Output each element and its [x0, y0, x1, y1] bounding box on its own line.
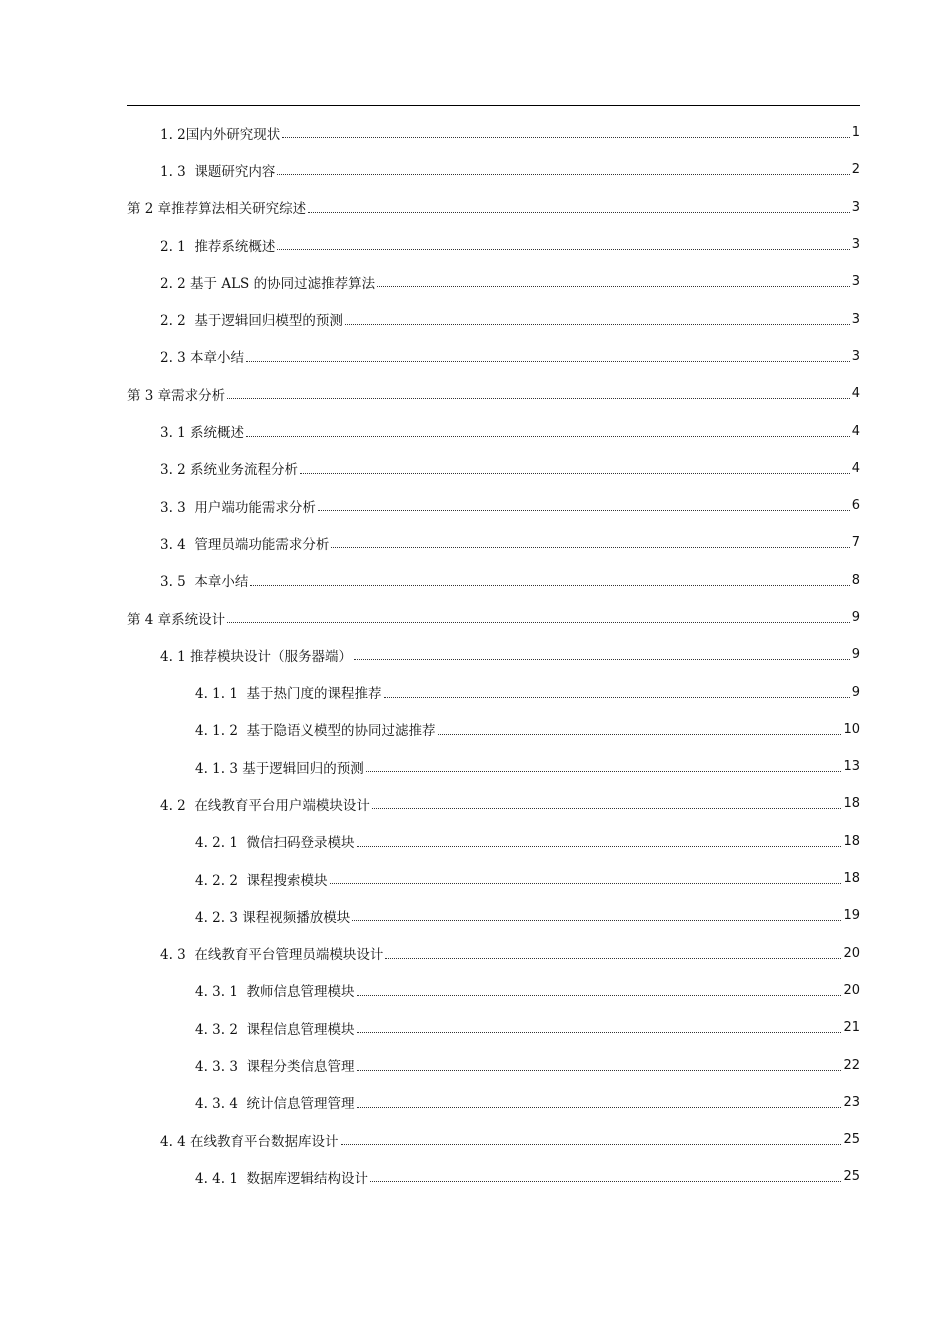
toc-entry-page-number: 6: [851, 498, 860, 514]
toc-entry-title: 4. 3 在线教育平台管理员端模块设计: [160, 947, 384, 964]
toc-entry-title: 2. 1 推荐系统概述: [160, 238, 276, 255]
dot-leader: [246, 361, 850, 362]
toc-entry[interactable]: [0, 897, 950, 934]
dot-leader: [277, 174, 849, 175]
toc-entry-page-number: 22: [843, 1057, 860, 1073]
toc-entry-title: 第 3 章需求分析: [127, 387, 226, 404]
toc-entry-title: 4. 3. 1 教师信息管理模块: [195, 984, 355, 1001]
toc-entry-page-number: 8: [851, 572, 860, 588]
dot-leader: [318, 510, 850, 511]
toc-entry-title: 4. 4 在线教育平台数据库设计: [160, 1133, 339, 1150]
toc-entry-page-number: 3: [851, 199, 860, 215]
toc-entry-page-number: 3: [851, 311, 860, 327]
toc-entry-page-number: 13: [843, 759, 860, 775]
toc-entry-page-number: 3: [851, 348, 860, 364]
dot-leader: [357, 1070, 842, 1071]
dot-leader: [366, 771, 842, 772]
toc-entry-title: 4. 1 推荐模块设计（服务器端）: [160, 648, 353, 665]
toc-entry-page-number: 25: [843, 1132, 860, 1148]
toc-entry-title: 3. 2 系统业务流程分析: [160, 462, 299, 479]
dot-leader: [357, 1032, 842, 1033]
toc-entry[interactable]: [0, 711, 950, 748]
toc-entry[interactable]: [0, 151, 950, 188]
toc-entry-page-number: 3: [851, 274, 860, 290]
dot-leader: [438, 734, 842, 735]
toc-entry-page-number: 19: [843, 908, 860, 924]
toc-entry[interactable]: [0, 1121, 950, 1158]
toc-entry[interactable]: [0, 487, 950, 524]
toc-entry-title: 3. 5 本章小结: [160, 574, 249, 591]
dot-leader: [246, 436, 850, 437]
toc-entry[interactable]: [0, 935, 950, 972]
toc-entry-title: 4. 3. 2 课程信息管理模块: [195, 1021, 355, 1038]
dot-leader: [330, 883, 842, 884]
dot-leader: [354, 659, 850, 660]
toc-entry-title: 4. 3. 3 课程分类信息管理: [195, 1059, 355, 1076]
dot-leader: [370, 1181, 841, 1182]
toc-entry-page-number: 1: [851, 125, 860, 141]
dot-leader: [277, 249, 849, 250]
toc-entry-title: 2. 2 基于逻辑回归模型的预测: [160, 313, 343, 330]
toc-entry[interactable]: [0, 338, 950, 375]
toc-entry-page-number: 20: [843, 982, 860, 998]
toc-entry-title: 2. 2 基于 ALS 的协同过滤推荐算法: [160, 275, 376, 292]
toc-entry-page-number: 4: [851, 423, 860, 439]
toc-entry-title: 第 2 章推荐算法相关研究综述: [127, 201, 307, 218]
toc-entry-title: 第 4 章系统设计: [127, 611, 226, 628]
dot-leader: [300, 473, 850, 474]
toc-entry[interactable]: [0, 450, 950, 487]
dot-leader: [331, 547, 849, 548]
dot-leader: [357, 995, 842, 996]
toc-entry-title: 4. 2 在线教育平台用户端模块设计: [160, 797, 370, 814]
toc-entry-page-number: 23: [843, 1094, 860, 1110]
toc-entry[interactable]: [0, 114, 950, 151]
dot-leader: [357, 846, 842, 847]
toc-entry-title: 4. 1. 3 基于逻辑回归的预测: [195, 760, 364, 777]
toc-entry-page-number: 9: [851, 647, 860, 663]
toc-entry-title: 4. 2. 1 微信扫码登录模块: [195, 835, 355, 852]
dot-leader: [352, 920, 841, 921]
toc-entry[interactable]: [0, 748, 950, 785]
toc-entry[interactable]: [0, 524, 950, 561]
toc-entry-title: 4. 2. 3 课程视频播放模块: [195, 909, 351, 926]
toc-entry-page-number: 21: [843, 1020, 860, 1036]
toc-entry-page-number: 18: [843, 796, 860, 812]
toc-entry[interactable]: [0, 1158, 950, 1195]
toc-entry[interactable]: [0, 972, 950, 1009]
dot-leader: [308, 212, 850, 213]
toc-entry-page-number: 9: [851, 610, 860, 625]
toc-entry-page-number: 18: [843, 833, 860, 849]
toc-entry-title: 4. 1. 2 基于隐语义模型的协同过滤推荐: [195, 723, 436, 740]
toc-entry-page-number: 9: [851, 684, 860, 700]
toc-entry-page-number: 25: [843, 1169, 860, 1185]
toc-entry-title: 3. 4 管理员端功能需求分析: [160, 536, 330, 553]
dot-leader: [250, 585, 849, 586]
toc-entry-title: 2. 3 本章小结: [160, 350, 245, 367]
toc-entry[interactable]: [0, 263, 950, 300]
toc-entry[interactable]: [0, 1084, 950, 1121]
toc-entry[interactable]: [0, 562, 950, 599]
toc-entry-title: 4. 3. 4 统计信息管理管理: [195, 1096, 355, 1113]
toc-entry[interactable]: [0, 860, 950, 897]
toc-entry[interactable]: [0, 673, 950, 710]
dot-leader: [341, 1144, 842, 1145]
toc-entry[interactable]: [0, 412, 950, 449]
toc-entry[interactable]: [0, 226, 950, 263]
toc-entry[interactable]: [0, 189, 950, 226]
toc-entry-page-number: 20: [843, 945, 860, 961]
toc-entry[interactable]: [0, 636, 950, 673]
dot-leader: [227, 398, 850, 399]
toc-entry[interactable]: [0, 785, 950, 822]
toc-entry-page-number: 4: [851, 460, 860, 476]
dot-leader: [282, 137, 849, 138]
toc-entry-title: 1. 2国内外研究现状: [160, 126, 281, 143]
toc-entry[interactable]: [0, 375, 950, 412]
table-of-contents: [0, 114, 950, 1196]
toc-entry-page-number: 3: [851, 237, 860, 253]
dot-leader: [357, 1107, 842, 1108]
toc-entry[interactable]: [0, 823, 950, 860]
toc-entry-title: 4. 2. 2 课程搜索模块: [195, 872, 328, 889]
toc-entry-title: 3. 1 系统概述: [160, 425, 245, 442]
dot-leader: [345, 324, 850, 325]
toc-entry-title: 3. 3 用户端功能需求分析: [160, 499, 316, 516]
toc-entry-page-number: 2: [851, 162, 860, 178]
toc-entry[interactable]: [0, 599, 950, 636]
dot-leader: [384, 697, 850, 698]
toc-entry-page-number: 10: [843, 721, 860, 737]
dot-leader: [227, 622, 850, 623]
toc-entry-page-number: 7: [851, 535, 860, 551]
toc-entry-page-number: 4: [851, 386, 860, 402]
toc-entry-title: 1. 3 课题研究内容: [160, 163, 276, 180]
toc-entry-title: 4. 4. 1 数据库逻辑结构设计: [195, 1170, 369, 1187]
dot-leader: [385, 958, 841, 959]
toc-entry-page-number: 18: [843, 871, 860, 887]
toc-entry[interactable]: [0, 1046, 950, 1083]
dot-leader: [377, 286, 850, 287]
header-rule: [127, 105, 860, 106]
toc-entry-title: 4. 1. 1 基于热门度的课程推荐: [195, 686, 382, 703]
toc-entry[interactable]: [0, 300, 950, 337]
toc-entry[interactable]: [0, 1009, 950, 1046]
dot-leader: [372, 808, 842, 809]
